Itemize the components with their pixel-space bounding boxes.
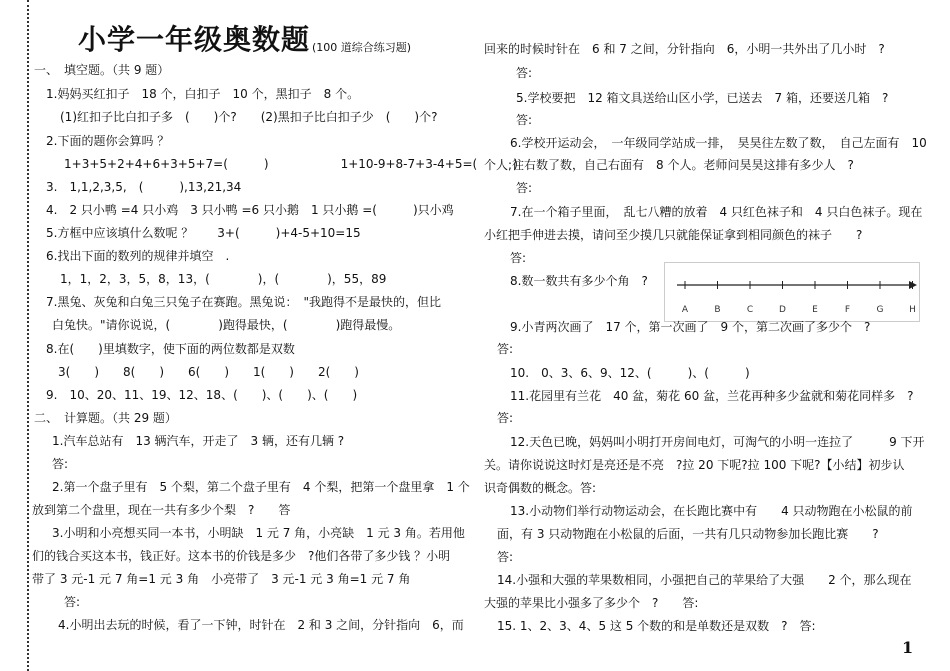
ray-point-label: G: [876, 305, 884, 315]
question-text: 4.小明出去玩的时候，看了一下钟，时针在 2 和 3 之间，分针指向 6，而: [58, 618, 464, 632]
question-text: 15. 1、2、3、4、5 这 5 个数的和是单数还是双数 ? 答:: [497, 619, 816, 633]
question-text: 7.在一个箱子里面， 乱七八糟的放着 4 只红色袜子和 4 只白色袜子。现在: [510, 205, 923, 219]
question-text: 2.下面的题你会算吗 ？: [46, 134, 170, 148]
page-number: 1: [902, 638, 914, 657]
question-text: 9.小青两次画了 17 个，第一次画了 9 个，第二次画了多少个 ?: [510, 320, 871, 334]
question-text: 回来的时候时针在 6 和 7 之间，分针指向 6，小明一共外出了几小时 ?: [484, 42, 885, 56]
question-text: 带了 3 元-1 元 7 角=1 元 3 角 小亮带了 3 元-1 元 3 角=1 元 7 角: [32, 572, 411, 586]
question-text: 个人;往右数了数，自己右面有 8 个人。老师问昊昊这排有多少人 ?: [484, 158, 854, 172]
angle-ruler-figure: [664, 262, 920, 322]
ray-point-label: H: [909, 305, 916, 315]
question-text: 1+3+5+2+4+6+3+5+7=( ) 1+10-9+8-7+3-4+5=( ): [64, 157, 518, 171]
answer-label: 答:: [497, 342, 514, 356]
ray-point-label: E: [812, 305, 818, 315]
question-text: 2.第一个盘子里有 5 个梨，第二个盘子里有 4 个梨，把第一个盘里拿 1 个: [52, 480, 470, 494]
question-text: 3. 1,1,2,3,5, ( ),13,21,34: [46, 180, 242, 194]
ray-point-label: A: [681, 305, 689, 315]
question-text: 7.黑兔、灰兔和白兔三只兔子在赛跑。黑兔说： "我跑得不是最快的，但比: [46, 295, 441, 309]
page-title: 小学一年级奥数题: [78, 23, 311, 56]
question-text: 6.学校开运动会， 一年级同学站成一排， 昊昊往左数了数， 自己左面有 10: [510, 136, 927, 150]
question-text: 6.找出下面的数列的规律并填空 .: [46, 249, 230, 263]
question-text: 1，1，2，3，5，8，13，( )，( )，55，89: [60, 272, 387, 286]
question-text: 11.花园里有兰花 40 盆，菊花 60 盆，兰花再种多少盆就和菊花同样多 ?: [510, 389, 914, 403]
question-text: 们的钱合买这本书，钱正好。这本书的价钱是多少 ?他们各带了多少钱 ？小明: [32, 549, 451, 563]
section-heading: 二、 计算题。（共 29 题）: [34, 411, 177, 425]
question-text: 识奇偶数的概念。答:: [484, 481, 597, 495]
binding-dotted-line: [27, 0, 29, 671]
question-text: 小红把手伸进去摸，请问至少摸几只就能保证拿到相同颜色的袜子 ?: [484, 228, 863, 242]
answer-label: 答:: [52, 457, 69, 471]
answer-label: 答:: [516, 181, 533, 195]
page-subtitle: (100 道综合练习题): [312, 41, 412, 54]
question-text: 10. 0、3、6、9、12、( )、( ): [510, 366, 750, 380]
question-text: 白兔快。"请你说说，( )跑得最快，( )跑得最慢。: [52, 318, 401, 332]
answer-label: 答:: [497, 411, 514, 425]
answer-label: 答:: [510, 251, 527, 265]
question-text: 放到第二个盘里，现在一共有多少个梨 ? 答: [32, 503, 291, 517]
question-text: 12.天色已晚，妈妈叫小明打开房间电灯，可淘气的小明一连拉了 9 下开: [510, 435, 925, 449]
question-text: 1.妈妈买红扣子 18 个，白扣子 10 个，黑扣子 8 个。: [46, 87, 360, 101]
question-text: 3( ) 8( ) 6( ) 1( ) 2( ): [58, 365, 359, 379]
answer-label: 答:: [516, 113, 533, 127]
question-text: 13.小动物们举行动物运动会，在长跑比赛中有 4 只动物跑在小松鼠的前: [510, 504, 913, 518]
question-text: 面，有 3 只动物跑在小松鼠的后面，一共有几只动物参加长跑比赛 ?: [497, 527, 879, 541]
question-text: 8.在( )里填数字，使下面的两位数都是双数: [46, 342, 295, 356]
question-text: 9. 10、20、11、19、12、18、( )、( )、( ): [46, 388, 358, 402]
question-text: 5.学校要把 12 箱文具送给山区小学，已送去 7 箱，还要送几箱 ?: [516, 91, 889, 105]
question-text: (1)红扣子比白扣子多 ( )个? (2)黑扣子比白扣子少 ( )个?: [60, 110, 438, 124]
question-text: 4. 2 只小鸭 =4 只小鸡 3 只小鸭 =6 只小鹅 1 只小鹅 =( )只小鸡: [46, 203, 454, 217]
question-text: 8.数一数共有多少个角 ?: [510, 274, 648, 288]
ray-point-label: F: [844, 305, 851, 315]
question-text: 5.方框中应该填什么数呢 ？ 3+( )+4-5+10=15: [46, 226, 361, 240]
question-text: 1.汽车总站有 13 辆汽车，开走了 3 辆，还有几辆 ?: [52, 434, 345, 448]
question-text: 关。请你说说这时灯是亮还是不亮 ?拉 20 下呢?拉 100 下呢?【小结】初步认: [484, 458, 905, 472]
answer-label: 答:: [497, 550, 514, 564]
answer-label: 答:: [64, 595, 81, 609]
ray-point-label: D: [779, 305, 786, 315]
ray-point-label: B: [714, 305, 721, 315]
section-heading: 一、 填空题。（共 9 题）: [34, 63, 170, 77]
ray-point-label: C: [746, 305, 754, 315]
question-text: 14.小强和大强的苹果数相同，小强把自己的苹果给了大强 2 个，那么现在: [497, 573, 912, 587]
question-text: 3.小明和小亮想买同一本书，小明缺 1 元 7 角，小亮缺 1 元 3 角。若用他: [52, 526, 465, 540]
ray-diagram: [665, 263, 919, 321]
question-text: 大强的苹果比小强多了多少个 ? 答:: [484, 596, 699, 610]
answer-label: 答:: [516, 66, 533, 80]
